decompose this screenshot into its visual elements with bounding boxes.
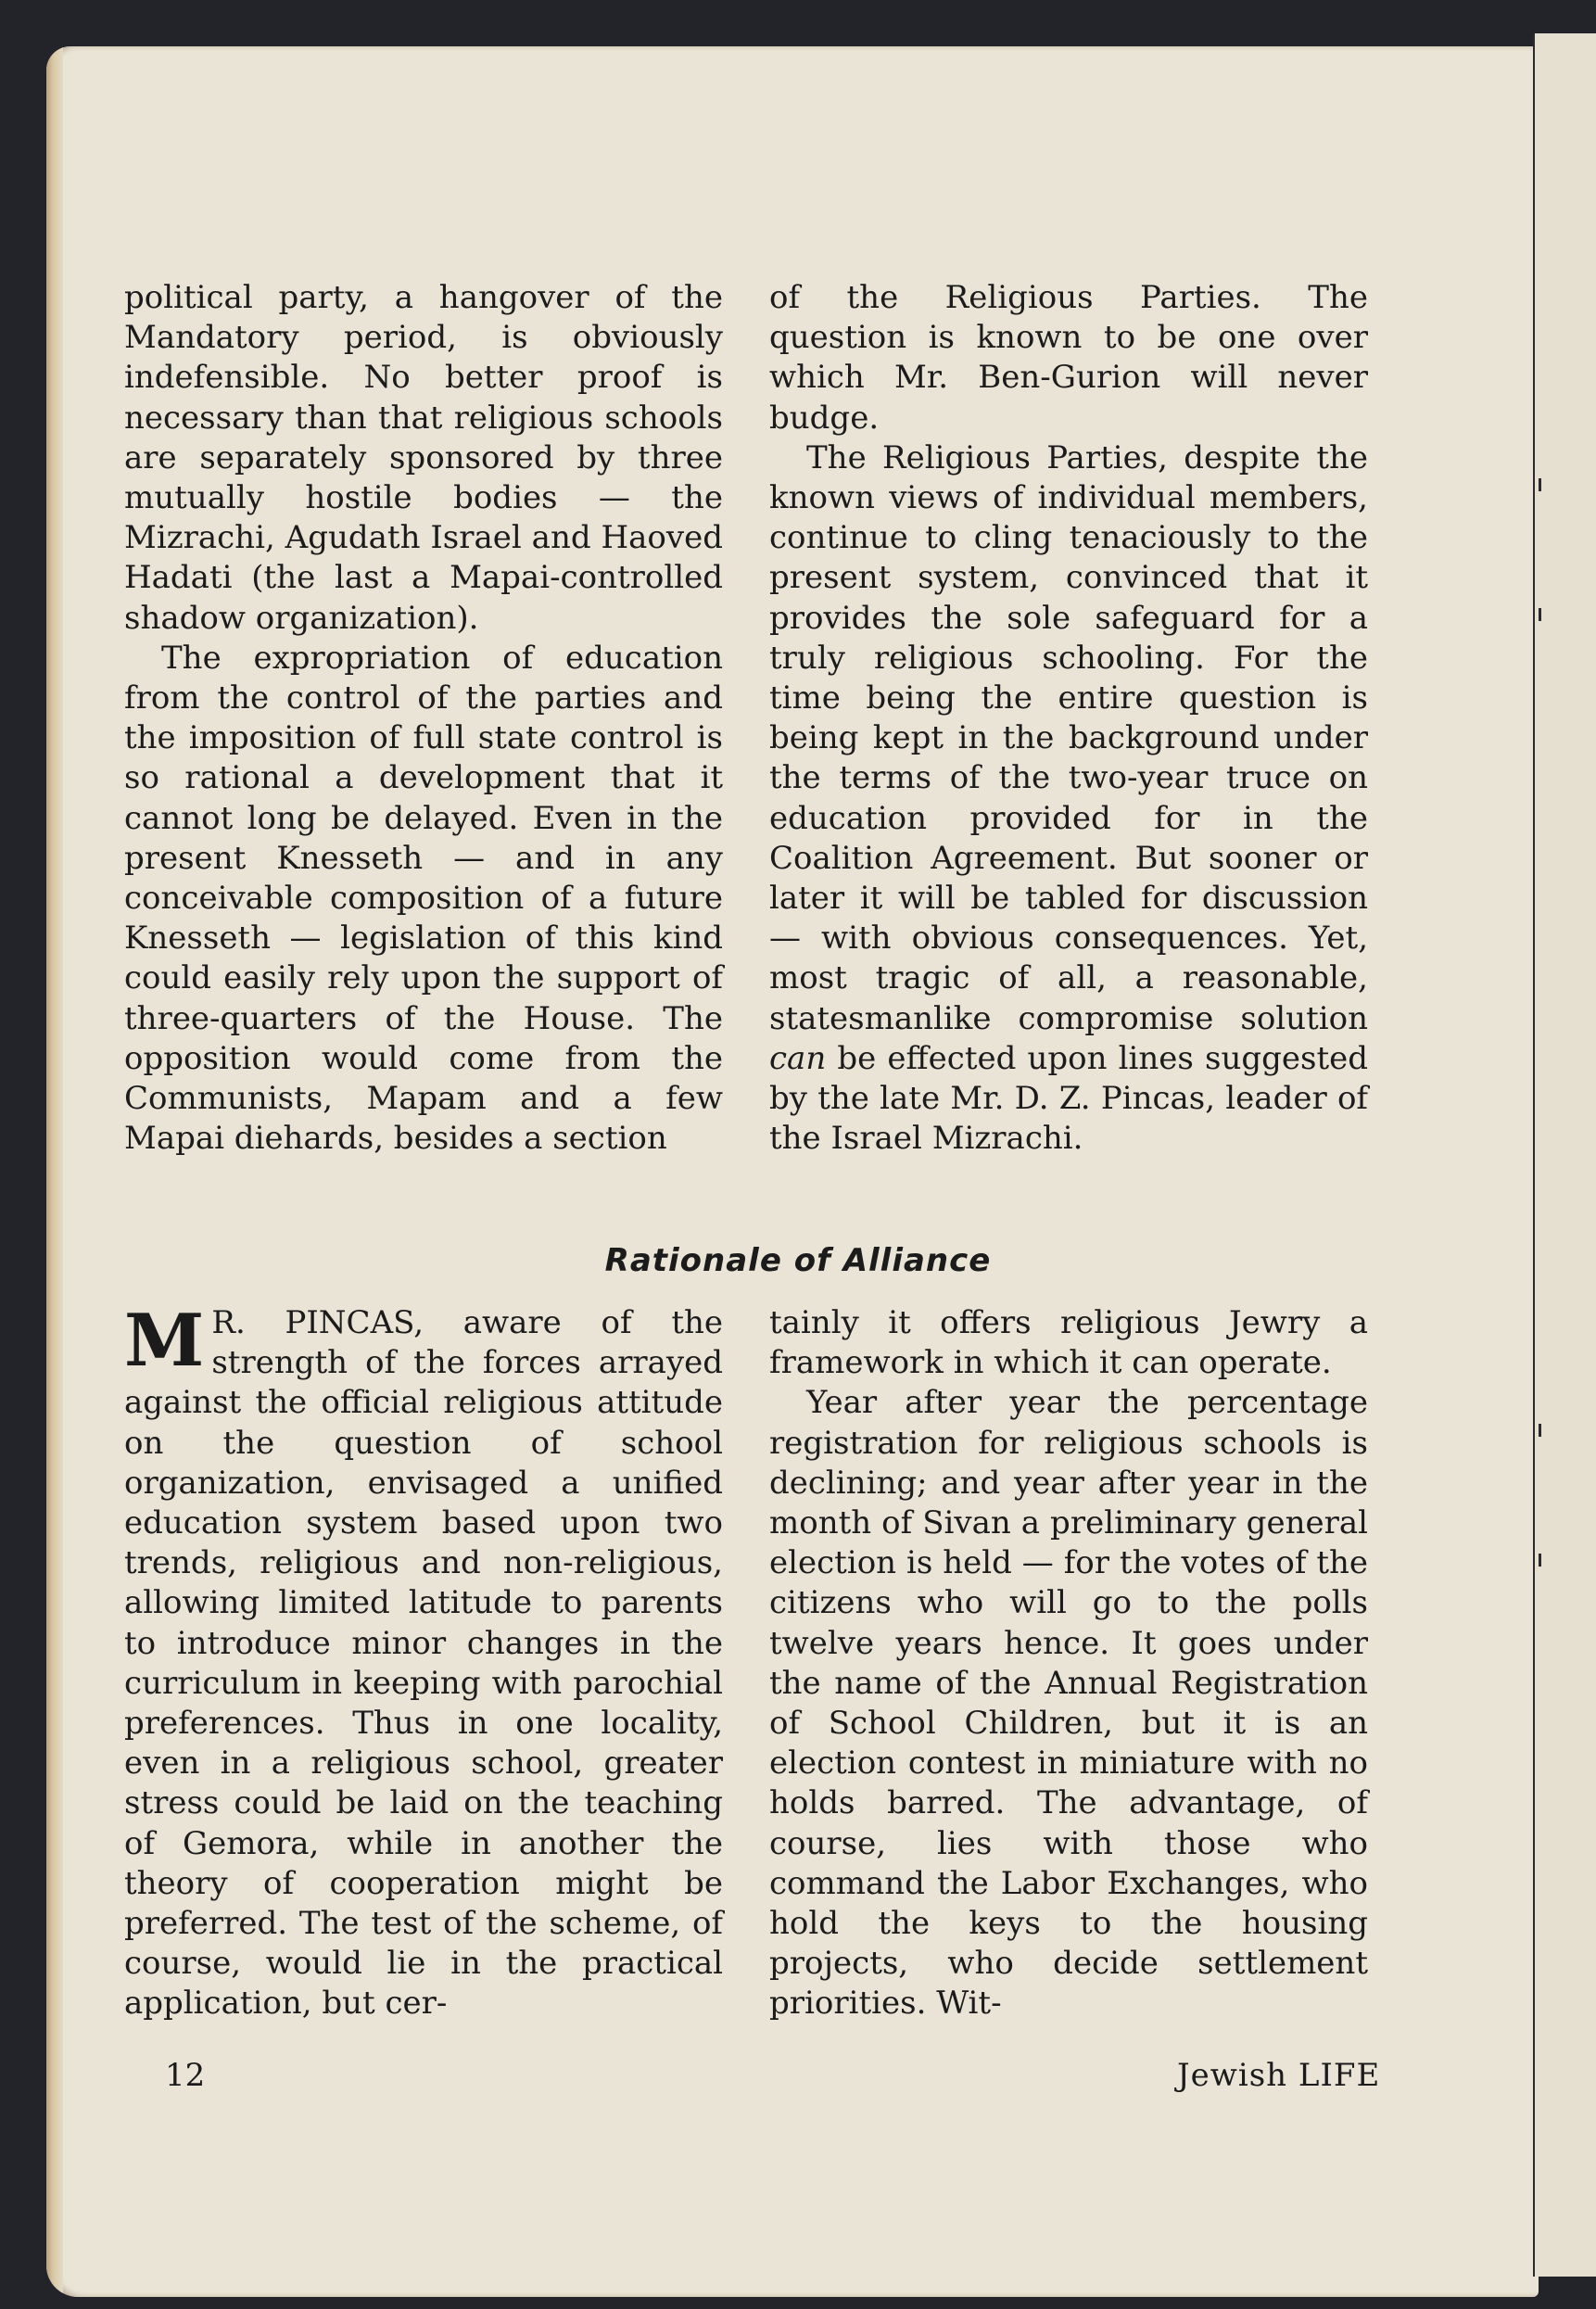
column-3 <box>124 1299 723 2024</box>
paragraph: political party, a hangover of the Mandatory period, is obviously indefensible. No better proof is necessary than that religious schools are separately sponsored by three mutually hostile bodies — the Mizrachi, Agudath Israel and Haoved Hadati (the last a Mapai-controlled shadow organization). <box>124 279 723 637</box>
page-number: 12 <box>165 2057 206 2094</box>
publication-name: Jewish LIFE <box>1177 2057 1381 2094</box>
paragraph <box>769 438 1368 1160</box>
column-1 <box>124 278 723 1159</box>
page-edge <box>46 46 63 2297</box>
section-heading: Rationale of Alliance <box>604 1242 992 1279</box>
page-mark <box>1539 608 1541 621</box>
text-run: be effected upon lines suggested by the late Mr. D. Z. Pincas, leader of the Israel Mizrachi. <box>769 1039 1369 1158</box>
page-mark <box>1539 478 1541 491</box>
drop-cap: M <box>124 1299 203 1383</box>
page-mark <box>1539 1554 1541 1567</box>
paragraph: tainly it offers religious Jewry a framework in which it can operate. <box>769 1304 1368 1382</box>
italic-word: can <box>769 1039 827 1077</box>
paragraph: Year after year the percentage registration for religious schools is declining; and year after year in the month of Sivan a preliminary general election is held — for the votes of the citizens who will go to the polls twelve years hence. It goes under the name of the Annual Registration of School Children, but it is an election contest in miniature with no holds barred. The advantage, of course, lies with those who command the Labor Exchanges, who hold the keys to the housing projects, who decide settlement priorities. Wit- <box>769 1384 1368 2023</box>
text-run: R. PINCAS, aware of the strength of the forces arrayed against the official religious attitude on the question of school organization, envisaged a unified education system based upon two trends, religious and non-religious, allowing limited latitude to parents to introduce minor changes in the curriculum in keeping with parochial preferences. Thus in one locality, even in a religious school, greater stress could be laid on the teaching of Gemora, while in another the theory of cooperation might be preferred. The test of the scheme, of course, would lie in the practical application, but cer- <box>124 1304 723 2023</box>
page-mark <box>1539 1424 1541 1437</box>
adjacent-page-edge <box>1533 33 1596 2277</box>
paragraph: of the Religious Parties. The question is known to be one over which Mr. Ben-Gurion will never budge. <box>769 279 1368 437</box>
text-run: The Religious Parties, despite the known views of individual members, continue to cling tenaciously to the present system, convinced that it provides the sole safeguard for a truly religious schooling. For the time being the entire question is being kept in the background under the terms of the two-year truce on education provided for in the Coalition Agreement. But sooner or later it will be tabled for discussion — with obvious consequences. Yet, most tragic of all, a reasonable, statesmanlike compromise solution <box>769 438 1368 1037</box>
paragraph <box>124 1299 723 2024</box>
paragraph: The expropriation of education from the control of the parties and the imposition of full state control is so rational a development that it cannot long be delayed. Even in the present Knesseth — and in any conceivable composition of a future Knesseth — legislation of this kind could easily rely upon the support of three-quarters of the House. The opposition would come from the Communists, Mapam and a few Mapai diehards, besides a section <box>124 639 723 1158</box>
column-2 <box>769 278 1368 1159</box>
column-4 <box>769 1303 1368 2024</box>
